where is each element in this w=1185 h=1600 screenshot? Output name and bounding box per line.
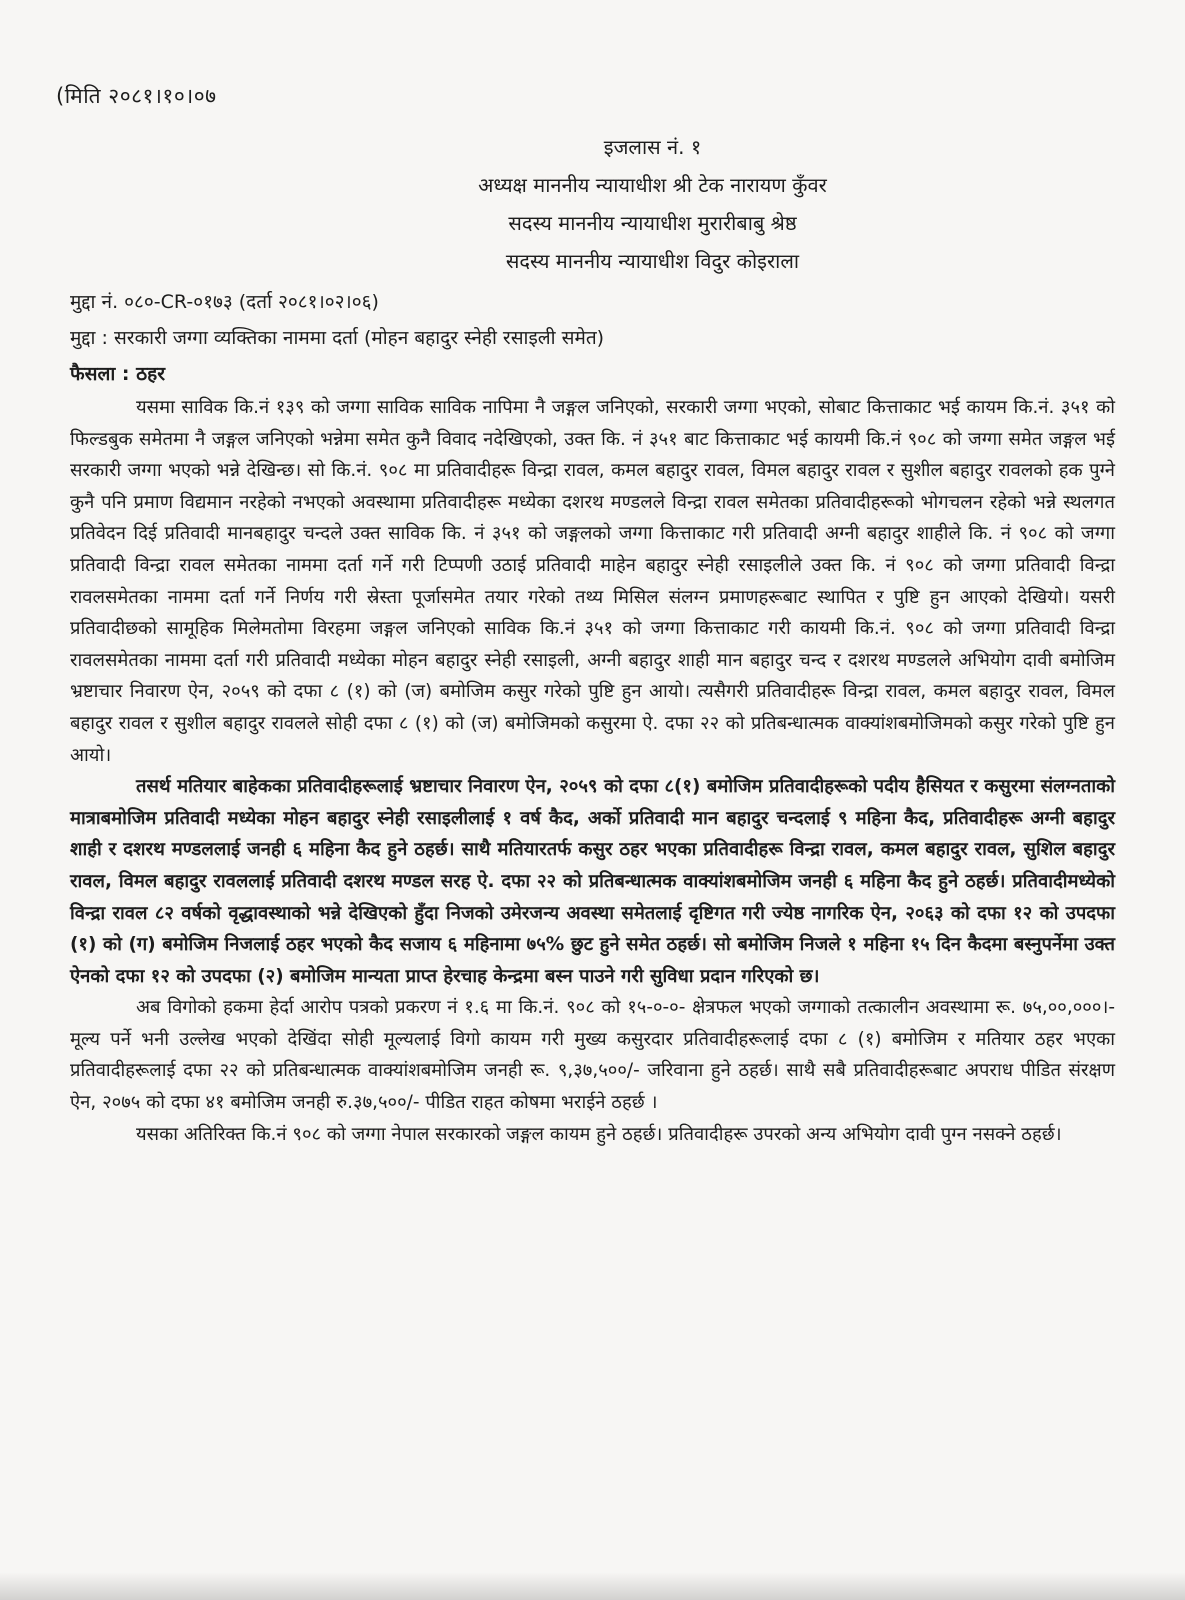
case-meta <box>70 284 1115 392</box>
judgement-body <box>70 392 1115 1150</box>
bench-member-2: सदस्य माननीय न्यायाधीश विदुर कोइराला <box>505 249 800 273</box>
paragraph-findings: यसमा साविक कि.नं १३९ को जग्गा साविक साविक नापिमा नै जङ्गल जनिएको, सरकारी जग्गा भएको, सोबाट कित्ताकाट भई कायम कि.नं. ३५१ को फिल्डबुक समेतमा नै जङ्गल जनिएको भन्नेमा समेत कुनै विवाद नदेखिएको, उक्त कि. नं ३५१ बाट कित्ताकाट भई कायमी कि.नं ९०८ को जग्गा समेत जङ्गल भई सरकारी जग्गा भएको भन्ने देखिन्छ। सो कि.नं. ९०८ मा प्रतिवादीहरू विन्द्रा रावल, कमल बहादुर रावल, विमल बहादुर रावल र सुशील बहादुर रावलको हक पुग्ने कुनै पनि प्रमाण विद्यमान नरहेको नभएको अवस्थामा प्रतिवादीहरू मध्येका दशरथ मण्डलले विन्द्रा रावल समेतका प्रतिवादीहरूको भोगचलन रहेको भन्ने स्थलगत प्रतिवेदन दिई प्रतिवादी मानबहादुर चन्दले उक्त साविक कि. नं ३५१ को जङ्गलको जग्गा कित्ताकाट गरी प्रतिवादी अग्नी बहादुर शाहीले कि. नं ९०८ को जग्गा प्रतिवादी विन्द्रा रावल समेतका नाममा दर्ता गर्ने गरी टिप्पणी उठाई प्रतिवादी माहेन बहादुर स्नेही रसाइलीले उक्त कि. नं ९०८ को जग्गा प्रतिवादी विन्द्रा रावलसमेतका नाममा दर्ता गर्ने निर्णय गरी स्रेस्ता पूर्जासमेत तयार गरेको तथ्य मिसिल संलग्न प्रमाणहरूबाट स्थापित र पुष्टि हुन आएको देखियो। यसरी प्रतिवादीछको सामूहिक मिलेमतोमा विरहमा जङ्गल जनिएको साविक कि.नं ३५१ को जग्गा कित्ताकाट गरी कायमी कि.नं. ९०८ को जग्गा प्रतिवादी विन्द्रा रावलसमेतका नाममा दर्ता गरी प्रतिवादी मध्येका मोहन बहादुर स्नेही रसाइली, अग्नी बहादुर शाही मान बहादुर चन्द र दशरथ मण्डलले अभियोग दावी बमोजिम भ्रष्टाचार निवारण ऐन, २०५९ को दफा ८ (१) को (ज) बमोजिम कसुर गरेको पुष्टि हुन आयो। त्यसैगरी प्रतिवादीहरू विन्द्रा रावल, कमल बहादुर रावल, विमल बहादुर रावल र सुशील बहादुर रावलले सोही दफा ८ (१) को (ज) बमोजिमको कसुरमा ऐ. दफा २२ को प्रतिबन्धात्मक वाक्यांशबमोजिमको कसुर गरेको पुष्टि हुन आयो। <box>70 397 1115 766</box>
date-line: (मिति २०८१।१०।०७ <box>56 84 217 108</box>
paragraph-fines: अब विगोको हकमा हेर्दा आरोप पत्रको प्रकरण नं १.६ मा कि.नं. ९०८ को १५-०-०- क्षेत्रफल भएको जग्गाको तत्कालीन अवस्थामा रू. ७५,००,०००।- मूल्य पर्ने भनी उल्लेख भएको देखिंदा सोही मूल्यलाई विगो कायम गरी मुख्य कसुरदार प्रतिवादीहरूलाई दफा ८ (१) बमोजिम र मतियार ठहर भएका प्रतिवादीहरूलाई दफा २२ को प्रतिबन्धात्मक वाक्यांशबमोजिम जनही रू. ९,३७,५००/- जरिवाना हुने ठहर्छ। साथै सबै प्रतिवादीहरूबाट अपराध पीडित संरक्षण ऐन, २०७५ को दफा ४१ बमोजिम जनही रु.३७,५००/- पीडित राहत कोषमा भराईने ठहर्छ । <box>70 997 1115 1114</box>
bench-header <box>70 128 1115 280</box>
case-number: मुद्दा नं. ०८०-CR-०१७३ (दर्ता २०८१।०२।०६) <box>70 291 379 313</box>
bench-member-1: सदस्य माननीय न्यायाधीश मुरारीबाबु श्रेष्ठ <box>508 211 797 235</box>
page-bottom-shadow <box>0 1572 1185 1600</box>
paragraph-sentencing: तसर्थ मतियार बाहेकका प्रतिवादीहरूलाई भ्रष्टाचार निवारण ऐन, २०५९ को दफा ८(१) बमोजिम प्रतिवादीहरूको पदीय हैसियत र कसुरमा संलग्नताको मात्राबमोजिम प्रतिवादी मध्येका मोहन बहादुर स्नेही रसाइलीलाई १ वर्ष कैद, अर्को प्रतिवादी मान बहादुर चन्दलाई ९ महिना कैद, प्रतिवादीहरू अग्नी बहादुर शाही र दशरथ मण्डललाई जनही ६ महिना कैद हुने ठहर्छ। साथै मतियारतर्फ कसुर ठहर भएका प्रतिवादीहरू विन्द्रा रावल, कमल बहादुर रावल, सुशिल बहादुर रावल, विमल बहादुर रावललाई प्रतिवादी दशरथ मण्डल सरह ऐ. दफा २२ को प्रतिबन्धात्मक वाक्यांशबमोजिम जनही ६ महिना कैद हुने ठहर्छ। प्रतिवादीमध्येको विन्द्रा रावल ८२ वर्षको वृद्धावस्थाको भन्ने देखिएको हुँदा निजको उमेरजन्य अवस्था समेतलाई दृष्टिगत गरी ज्येष्ठ नागरिक ऐन, २०६३ को दफा १२ को उपदफा (१) को (ग) बमोजिम निजलाई ठहर भएको कैद सजाय ६ महिनामा ७५% छुट हुने समेत ठहर्छ। सो बमोजिम निजले १ महिना १५ दिन कैदमा बस्नुपर्नेमा उक्त ऐनको दफा १२ को उपदफा (२) बमोजिम मान्यता प्राप्त हेरचाह केन्द्रमा बस्न पाउने गरी सुविधा प्रदान गरिएको छ। <box>70 776 1115 987</box>
bench-chair: अध्यक्ष माननीय न्यायाधीश श्री टेक नारायण कुँवर <box>478 173 827 197</box>
verdict-label: फैसला : ठहर <box>70 363 166 385</box>
paragraph-additional: यसका अतिरिक्त कि.नं ९०८ को जग्गा नेपाल सरकारको जङ्गल कायम हुने ठहर्छ। प्रतिवादीहरू उपरको अन्य अभियोग दावी पुग्न नसक्ने ठहर्छ। <box>136 1123 1062 1145</box>
case-subject: मुद्दा : सरकारी जग्गा व्यक्तिका नाममा दर्ता (मोहन बहादुर स्नेही रसाइली समेत) <box>70 327 605 349</box>
bench-number: इजलास नं. १ <box>603 135 702 159</box>
